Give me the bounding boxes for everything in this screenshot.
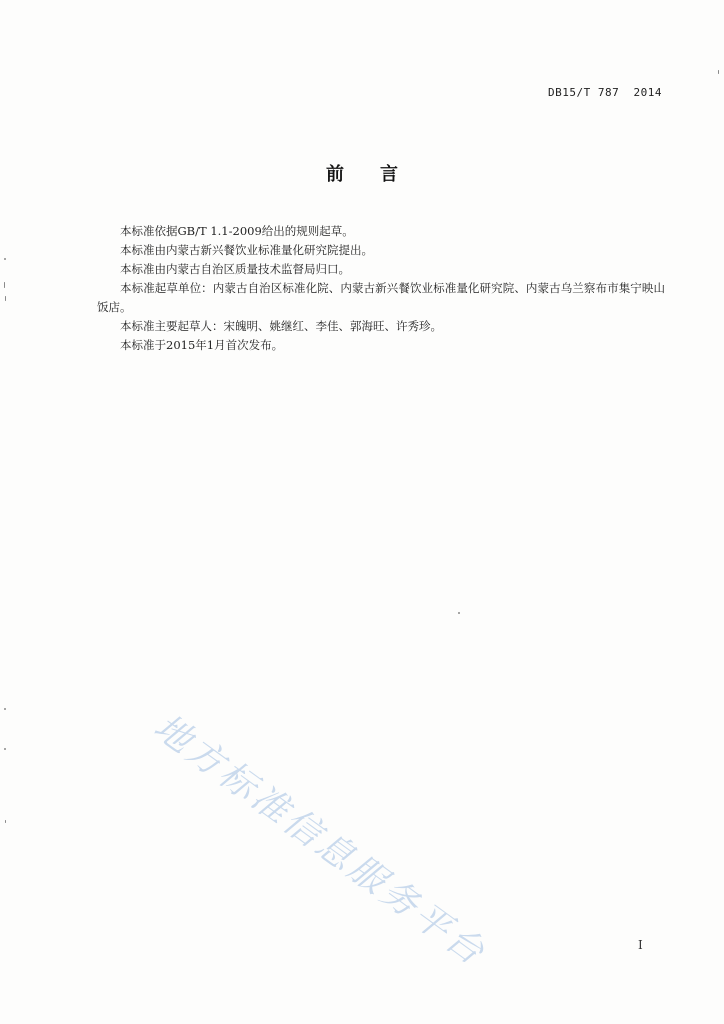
scan-speck — [4, 258, 6, 260]
scan-speck — [5, 296, 6, 301]
paragraph-proposer: 本标准由内蒙古新兴餐饮业标准量化研究院提出。 — [120, 243, 373, 257]
scan-speck — [4, 748, 6, 750]
paragraph-administrator: 本标准由内蒙古自治区质量技术监督局归口。 — [120, 262, 350, 276]
scan-speck — [458, 612, 460, 614]
watermark: 地方标准信息服务平台 — [146, 706, 494, 975]
scan-speck — [5, 820, 6, 823]
paragraph-drafting-rules: 本标准依据GB/T 1.1-2009给出的规则起草。 — [120, 224, 354, 238]
page-number: I — [638, 938, 643, 952]
paragraph-drafting-units: 本标准起草单位：内蒙古自治区标准化院、内蒙古新兴餐饮业标准量化研究院、内蒙古乌兰察布市集宁映山饭店。 — [97, 281, 665, 314]
standard-code: DB15/T 787 2014 — [548, 86, 662, 99]
scan-speck — [4, 282, 5, 288]
scan-speck — [718, 70, 719, 74]
page-title: 前言 — [326, 164, 434, 185]
paragraph-drafters: 本标准主要起草人：宋魄明、姚继红、李佳、郭海旺、许秀珍。 — [120, 319, 442, 333]
scan-speck — [4, 708, 6, 710]
document-body — [97, 222, 665, 355]
paragraph-release: 本标准于2015年1月首次发布。 — [120, 338, 284, 352]
